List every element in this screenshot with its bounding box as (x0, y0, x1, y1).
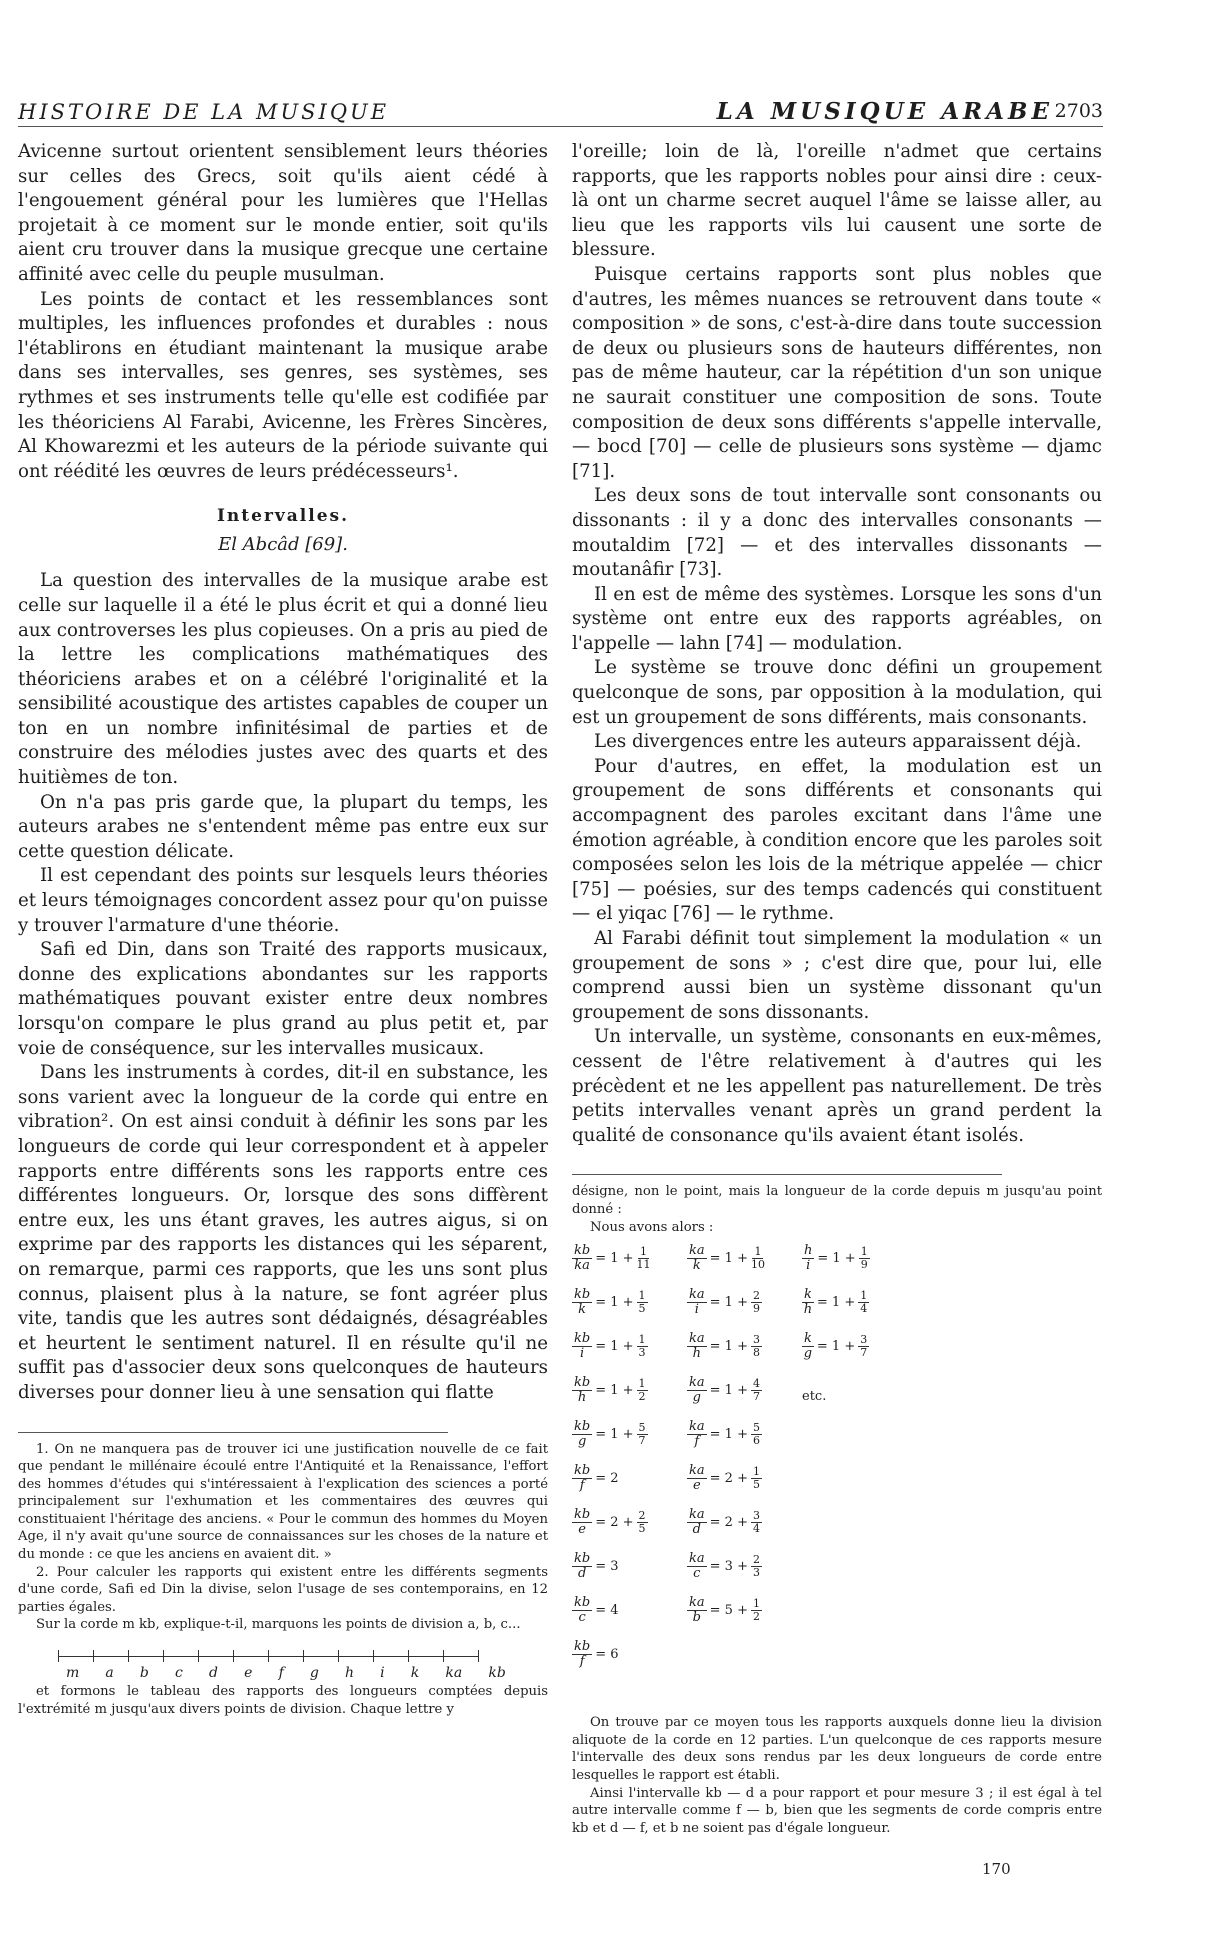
ratio-fraction: $\frac{ka}{d}$ (689, 1507, 705, 1538)
ratio-entry (572, 1376, 648, 1405)
ratio-fraction: $\frac{ka}{b}$ (689, 1595, 705, 1626)
ratio-remainder: $\frac{1}{3}$ (638, 1333, 646, 1360)
ratio-remainder: $\frac{2}{3}$ (752, 1553, 760, 1580)
ratio-value: = 2 + (709, 1471, 748, 1487)
ratio-remainder: $\frac{4}{7}$ (752, 1377, 760, 1404)
ratio-remainder: $\frac{3}{7}$ (860, 1333, 868, 1360)
ratio-fraction: $\frac{ka}{k}$ (689, 1243, 705, 1274)
ruler-tick (268, 1650, 269, 1662)
header-left-title: HISTOIRE DE LA MUSIQUE (18, 100, 390, 124)
ratio-entry (687, 1288, 762, 1317)
ratio-value: = 3 + (709, 1559, 748, 1575)
ratio-value: = 1 + (709, 1251, 748, 1267)
ratio-value: = 1 + (709, 1339, 748, 1355)
ruler-tick (478, 1650, 479, 1662)
ratio-remainder: $\frac{3}{4}$ (752, 1509, 760, 1536)
etc-label: etc. (802, 1389, 827, 1405)
ratio-entry (572, 1288, 648, 1317)
ruler-label: i (380, 1665, 385, 1682)
ratio-fraction: $\frac{kb}{d}$ (574, 1551, 591, 1582)
ratio-value: = 2 (595, 1471, 619, 1487)
ratio-entry (687, 1508, 762, 1537)
ruler-tick (198, 1650, 199, 1662)
ratio-fraction: $\frac{ka}{f}$ (689, 1419, 705, 1450)
ratio-remainder: $\frac{5}{7}$ (638, 1421, 646, 1448)
paragraph: l'oreille; loin de là, l'oreille n'admet que certains rapports, que les rapports nobles pour ainsi dire : ceux-là ont un charme secret auquel l'âme se laisse aller, au lieu que les rapports vils lui causent une sorte de blessure. (572, 141, 1102, 261)
ratio-remainder: $\frac{1}{5}$ (752, 1465, 760, 1492)
ratio-entry (572, 1332, 648, 1361)
footnote-rule (572, 1174, 1002, 1175)
ratio-remainder: $\frac{1}{10}$ (750, 1245, 765, 1272)
ratio-entry (572, 1596, 622, 1625)
ruler-label: g (309, 1665, 319, 1682)
ratio-value: = 4 (595, 1603, 619, 1619)
ratio-fraction: $\frac{kb}{f}$ (574, 1639, 591, 1670)
ratio-fraction: $\frac{kb}{ka}$ (574, 1243, 591, 1274)
ratio-remainder: $\frac{1}{2}$ (638, 1377, 646, 1404)
paragraph: On n'a pas pris garde que, la plupart du temps, les auteurs arabes ne s'entendent même pas entre eux sur cette question délicate. (18, 791, 548, 862)
ratio-value: = 1 + (709, 1383, 748, 1399)
footnote: 2. Pour calculer les rapports qui existent entre les différents segments d'une corde, Safi ed Din la divise, selon l'usage de ses contemporains, en 12 parties égales. (18, 1564, 548, 1615)
ratio-value: = 2 + (595, 1515, 634, 1531)
ratio-value: = 5 + (709, 1603, 748, 1619)
ratio-fraction: $\frac{kb}{e}$ (574, 1507, 591, 1538)
ratio-value: = 1 + (595, 1295, 634, 1311)
paragraph: La question des intervalles de la musique arabe est celle sur laquelle il a été le plus écrit et qui a donné lieu aux controverses les plus copieuses. On a pris au pied de la lettre les complications mathématiques des théoriciens arabes et on a célébré l'originalité et la sensibilité acoustique des artistes capables de couper un ton en un nombre infinitésimal de parties et de construire des mélodies justes avec des quarts et des huitièmes de ton. (18, 570, 548, 789)
ratio-fraction: $\frac{k}{g}$ (803, 1331, 813, 1362)
folio-number: 170 (982, 1860, 1011, 1878)
footnote: Nous avons alors : (590, 1219, 714, 1235)
ruler-tick (58, 1650, 59, 1662)
ratio-entry (687, 1244, 765, 1273)
ruler-tick (338, 1650, 339, 1662)
ratio-value: = 2 + (709, 1515, 748, 1531)
ratio-value: = 1 + (816, 1295, 856, 1311)
paragraph: Les divergences entre les auteurs apparaissent déjà. (594, 731, 1082, 753)
paragraph: Avicenne surtout orientent sensiblement leurs théories sur celles des Grecs, soit qu'ils aient cédé à l'engouement général pour les lumières que l'Hellas projetait à ce moment sur le monde entier, soit qu'ils aient cru trouver dans la musique grecque une certaine affinité avec celle du peuple musulman. (18, 141, 548, 285)
header-right-title: LA MUSIQUE ARABE (716, 98, 1053, 125)
ruler-label: a (105, 1665, 114, 1682)
ratio-value: = 1 + (817, 1251, 856, 1267)
paragraph: Il est cependant des points sur lesquels leurs théories et leurs témoignages concordent assez pour qu'on puisse y trouver l'armature d'une théorie. (18, 865, 548, 936)
ruler-label: k (410, 1665, 420, 1682)
ratio-entry (687, 1596, 762, 1625)
paragraph: Les deux sons de tout intervalle sont consonants ou dissonants : il y a donc des intervalles consonants — moutaldim [72] — et des intervalles dissonants — moutanâfir [73]. (572, 485, 1102, 581)
ratio-value: = 1 + (595, 1339, 634, 1355)
ratio-entry (802, 1244, 870, 1273)
ratio-value: = 1 + (709, 1295, 748, 1311)
ruler-tick (408, 1650, 409, 1662)
footnote: On trouve par ce moyen tous les rapports auxquels donne lieu la division aliquote de la corde en 12 parties. L'un quelconque de ces rapports mesure l'intervalle des deux sons rendus par les deux longueurs de corde entre lesquelles le rapport est établi. (572, 1715, 1102, 1783)
left-column (18, 140, 548, 1718)
ratio-fraction: $\frac{kb}{f}$ (574, 1463, 591, 1494)
ratio-remainder: $\frac{2}{9}$ (752, 1289, 760, 1316)
ratio-fraction: $\frac{h}{i}$ (804, 1243, 813, 1274)
ratio-entry (687, 1420, 762, 1449)
ratio-fraction: $\frac{ka}{g}$ (689, 1375, 705, 1406)
ruler-tick (163, 1650, 164, 1662)
paragraph: Dans les instruments à cordes, dit-il en substance, les sons varient avec la longueur de la corde qui entre en vibration². On est ainsi conduit à définir les sons par les longueurs de corde qui leur correspondent et à appeler rapports entre différents sons les rapports entre ces différentes longueurs. Or, lorsque des sons diffèrent entre eux, les uns étant graves, les autres aigus, si on exprime par des rapports les distances qui les séparent, on remarque, parmi ces rapports, que les uns sont plus connus, plaisent plus à la nature, se font agréer plus vite, tandis que les autres sont dédaignés, désagréables et heurtent le sentiment naturel. Il en résulte qu'il ne suffit pas d'associer deux sons quelconques de hauteurs diverses pour donner lieu à une sensation qui flatte (18, 1062, 548, 1403)
paragraph: Le système se trouve donc défini un groupement quelconque de sons, par opposition à la modulation, qui est un groupement de sons différents, mais consonants. (572, 657, 1102, 728)
ruler-label: h (345, 1665, 355, 1682)
ruler-label: m (66, 1665, 80, 1682)
ratio-entry (802, 1332, 869, 1361)
ratio-entry (687, 1552, 762, 1581)
ratio-remainder: $\frac{1}{2}$ (752, 1597, 760, 1624)
section-subtitle: El Abcâd [69]. (218, 534, 348, 556)
ratio-fraction: $\frac{ka}{h}$ (689, 1331, 705, 1362)
ratio-entry (572, 1640, 622, 1669)
ratio-table (572, 1244, 1102, 1714)
right-column (572, 140, 1102, 1837)
ratio-value: = 1 + (595, 1383, 634, 1399)
ratio-fraction: $\frac{k}{h}$ (803, 1287, 813, 1318)
ruler-label: kb (488, 1665, 506, 1682)
ratio-value: = 1 + (709, 1427, 748, 1443)
section-heading: Intervalles. (216, 506, 350, 527)
ruler-tick (373, 1650, 374, 1662)
ratio-fraction: $\frac{kb}{g}$ (574, 1419, 591, 1450)
header-page-number: 2703 (1054, 100, 1103, 122)
ratio-entry (572, 1420, 648, 1449)
ruler-label: c (175, 1665, 183, 1682)
ruler-tick (303, 1650, 304, 1662)
ratio-remainder: $\frac{2}{5}$ (638, 1509, 646, 1536)
paragraph: Al Farabi définit tout simplement la modulation « un groupement de sons » ; c'est dire que, pour lui, elle comprend aussi bien un système dissonant qu'un groupement de sons dissonants. (572, 928, 1102, 1023)
paragraph: Pour d'autres, en effet, la modulation est un groupement de sons différents et consonants qui accompagnent des paroles excitant dans l'âme une émotion agréable, à condition encore que les paroles soit composées selon les lois de la métrique appelée — chicr [75] — poésies, sur des temps cadencés qui constituent — el yiqac [76] — le rythme. (572, 755, 1102, 925)
footnote: désigne, non le point, mais la longueur de la corde depuis m jusqu'au point donné : (572, 1184, 1102, 1217)
ratio-fraction: $\frac{kb}{i}$ (574, 1331, 591, 1362)
ratio-remainder: $\frac{1}{4}$ (860, 1289, 868, 1316)
ratio-remainder: $\frac{3}{8}$ (752, 1333, 760, 1360)
footnote-rule (18, 1432, 448, 1433)
paragraph: Il en est de même des systèmes. Lorsque les sons d'un système ont entre eux des rapports agréables, on l'appelle — lahn [74] — modulation. (572, 583, 1102, 654)
ratio-entry (687, 1376, 762, 1405)
footnote: et formons le tableau des rapports des longueurs comptées depuis l'extrémité m jusqu'aux divers points de division. Chaque lettre y (18, 1684, 548, 1717)
ratio-fraction: $\frac{kb}{k}$ (574, 1287, 591, 1318)
ratio-fraction: $\frac{ka}{c}$ (689, 1551, 705, 1582)
ratio-remainder: $\frac{1}{9}$ (860, 1245, 868, 1272)
ruler-tick (128, 1650, 129, 1662)
ratio-value: = 1 + (595, 1427, 634, 1443)
ruler-label: f (278, 1665, 284, 1682)
paragraph: Safi ed Din, dans son Traité des rapports musicaux, donne des explications abondantes sur les rapports mathématiques pouvant exister entre deux nombres lorsqu'on compare le plus grand au plus petit et, par voie de conséquence, sur les intervalles musicaux. (18, 939, 548, 1059)
ruler-tick (93, 1650, 94, 1662)
ratio-value: = 1 + (816, 1339, 856, 1355)
paragraph: Puisque certains rapports sont plus nobles que d'autres, les mêmes nuances se retrouvent dans toute « composition » de sons, c'est-à-dire dans toute succession de deux ou plusieurs sons de hauteurs différentes, non pas de même hauteur, car la répétition d'un son unique ne saurait constituer une composition de sons. Toute composition de deux sons différents s'appelle intervalle, — bocd [70] — celle de plusieurs sons système — djamc [71]. (572, 263, 1102, 482)
ruler-label: ka (445, 1665, 463, 1682)
ratio-value: = 6 (595, 1647, 619, 1663)
ratio-entry (687, 1332, 762, 1361)
footnote: Sur la corde m kb, explique-t-il, marquons les points de division a, b, c... (36, 1617, 521, 1633)
ratio-remainder: $\frac{5}{6}$ (752, 1421, 760, 1448)
ruler-tick (443, 1650, 444, 1662)
ruler-tick (233, 1650, 234, 1662)
ratio-entry (687, 1464, 762, 1493)
ratio-entry (572, 1464, 622, 1493)
footnote: Ainsi l'intervalle kb — d a pour rapport et pour mesure 3 ; il est égal à tel autre intervalle comme f — b, bien que les segments de corde compris entre kb et d — f, et b ne soient pas d'égale longueur. (572, 1785, 1102, 1836)
ruler-label: d (209, 1665, 218, 1682)
ratio-fraction: $\frac{kb}{c}$ (574, 1595, 591, 1626)
ratio-fraction: $\frac{kb}{h}$ (574, 1375, 591, 1406)
paragraph: Les points de contact et les ressemblances sont multiples, les influences profondes et durables : nous l'établirons en étudiant maintenant la musique arabe dans ses intervalles, ses genres, ses systèmes, ses rythmes et ses instruments telle qu'elle est codifiée par les théoriciens Al Farabi, Avicenne, les Frères Sincères, Al Khowarezmi et les auteurs de la période suivante qui ont réédité les œuvres de leurs prédécesseurs¹. (18, 288, 548, 482)
ratio-value: = 1 + (595, 1251, 634, 1267)
running-header (18, 96, 1103, 127)
ratio-entry (802, 1288, 869, 1317)
ratio-entry (572, 1552, 622, 1581)
string-division-ruler (58, 1640, 478, 1657)
ruler-labels (66, 1665, 506, 1681)
ratio-entry (572, 1244, 651, 1273)
ratio-fraction: $\frac{ka}{i}$ (689, 1287, 705, 1318)
ratio-value: = 3 (595, 1559, 619, 1575)
ruler-label: e (244, 1665, 253, 1682)
paragraph: Un intervalle, un système, consonants en eux-mêmes, cessent de l'être relativement à d'autres qui les précèdent et ne les appellent pas naturellement. De très petits intervalles venant après un grand perdent la qualité de consonance qu'ils avaient étant isolés. (572, 1026, 1102, 1146)
ratio-remainder: $\frac{1}{11}$ (636, 1245, 651, 1272)
ratio-fraction: $\frac{ka}{e}$ (689, 1463, 705, 1494)
ratio-remainder: $\frac{1}{5}$ (638, 1289, 646, 1316)
ratio-entry (572, 1508, 648, 1537)
ruler-label: b (139, 1665, 149, 1682)
footnote: 1. On ne manquera pas de trouver ici une justification nouvelle de ce fait que pendant le millénaire écoulé entre l'Antiquité et la Renaissance, l'effort des hommes d'études qui s'intéressaient à l'explication des sciences a porté principalement sur l'exhumation et les commentaires des œuvres qui constituaient l'héritage des anciens. « Pour le commun des hommes du Moyen Age, il n'y avait qu'une source de connaissances sur les choses de la nature et du monde : ce que les anciens en avaient dit. » (18, 1441, 548, 1563)
